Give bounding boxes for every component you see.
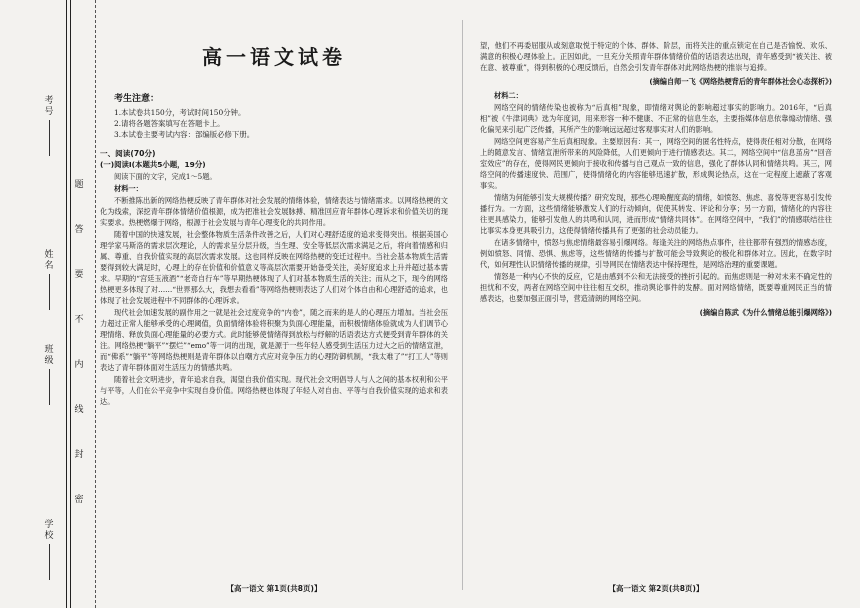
- paragraph: 随着社会文明进步，青年追求自我，渴望自我价值实现。现代社会文明倡导人与人之间的基本权利和公平与平等，人们在公平竞争中实现自身价值。网络热梗也体现了年轻人对自由、平等与自我价值实现的追求和表达。: [100, 375, 448, 406]
- school-field: [42, 520, 56, 580]
- paragraph: 网络空间更容易产生后真相现象。主要原因有：其一，网络空间的匿名性特点，使得责任相对分散，在网络上的随意发言、情绪宣泄所带来的风险降低，人们更倾向于进行情感表达。其二，网络空间中“信息茧房”“回音室效应”的存在，使得网民更倾向于接收和传播与自己观点一致的信息，强化了群体认同和情绪共鸣。其三，网络空间的传播速度快、范围广，使得情绪化的内容能够迅速扩散，形成舆论热点，这在一定程度上遮蔽了客观事实。: [480, 137, 832, 190]
- paragraph: 不断推陈出新的网络热梗反映了青年群体对社会发展的情绪体验，情绪表达与情绪需求。以网络热梗的文化为线索，深挖青年群体情绪价值根源，成为把准社会发展脉搏、精准回应青年群体心理诉求和价值关切的现实要求。热梗燃爆于网络，根源于社会发展与青年心理变化的共同作用。: [100, 196, 448, 227]
- paragraph: 在诸多情绪中，愤怒与焦虑情绪最容易引爆网络。每逢关注的网络热点事件，往往都带有强烈的情感态度，例如愤怒、同情、恐惧、焦虑等，这些情绪的传播与扩散可能会导致舆论的极化和群体对立。因此，在数字时代，如何理性认识情绪传播的规律，引导网民在情绪表达中保持理性，是网络治理的重要课题。: [480, 238, 832, 269]
- page-1: [100, 0, 448, 608]
- notice-item: 3.本试卷主要考试内容：部编版必修下册。: [114, 130, 255, 139]
- instruction: 阅读下面的文字，完成1～5题。: [114, 172, 217, 181]
- material-label: 材料二：: [494, 91, 523, 100]
- page-footer: 【高一语文 第1页(共8页)】: [226, 584, 322, 593]
- notice-item: 1.本试卷共150分，考试时间150分钟。: [114, 108, 246, 117]
- paragraph: 随着中国的快速发展，社会整体物质生活条件改善之后，人们对心理舒适度的追求变得突出。根据美国心理学家马斯洛的需求层次理论，人的需求呈分层升级，当生理、安全等低层次需求满足之后，将向着情感和归属、尊重、自我价值实现的高层次需求发展。这也同样反映在网络热梗的变迁过程中。当社会基本物质生活需要得到较大满足时，心理上的存在价值和价值意义等高层次需要开始备受关注，美好度追求上升并超过基本需求。早期的“宫廷玉液酒”“老奇自行车”等早期热梗体现了人们对基本物质生活的关注；而从之下，现今的网络热梗更多体现了对……“世界那么大，我想去看看”等网络热梗则表达了人们对个体自由和心理舒适的追求，也体现了社会发展进程中不同群体的心理诉求。: [100, 230, 448, 305]
- notice-item: 2.请将各题答案填写在答题卡上。: [114, 119, 225, 128]
- subsection-heading: (一)阅读Ⅰ(本题共5小题，19分): [100, 160, 206, 169]
- paragraph: 网络空间的情绪传染也被称为“后真相”现象，即情绪对舆论的影响超过事实的影响力。2016年，“后真相”被《牛津词典》选为年度词，用来形容一种不健康、不正常的信息生态，主要指媒体信息依靠煽动情绪、强化偏见来引起广泛传播，其所产生的影响远远超过客观事实对人们的影响。: [480, 103, 832, 134]
- exam-number-label: 考号: [44, 96, 54, 117]
- page-footer: 【高一语文 第2页(共8页)】: [608, 584, 704, 593]
- paragraph: 现代社会加速发展的副作用之一就是社会过度竞争的“内卷”，随之而来的是人的心理压力增加。当社会压力超过正常人能够承受的心理阈值，负面情绪体验将积聚为负面心理能量，而积极情绪体验就成为人们调节心理情绪、释放负面心理能量的必要方式。此时能够使情绪得到放松与纾解的话语表达方式便受到青年群体的关注。网络热梗“躺平”“摆烂”“emo”等一词的出现，就是源于一些年轻人感受到生活压力过大之后的情绪宣泄，而“佛系”“躺平”等网络热梗则是青年群体以自嘲方式应对竞争压力的心理防御机制，“我太难了”“打工人”等则表达了青年群体面对生活压力的情感共鸣。: [100, 308, 448, 372]
- column-divider: [462, 20, 463, 590]
- binding-line-inner: [70, 0, 71, 608]
- class-label: 班级: [44, 345, 54, 366]
- exam-number-field: [42, 96, 56, 156]
- source-citation: (摘编自师一飞《网络热梗背后的青年群体社会心态探析》): [649, 77, 832, 86]
- page-2: [480, 0, 832, 608]
- class-field: [42, 345, 56, 405]
- notice-heading: 考生注意：: [114, 94, 160, 104]
- binding-margin: [0, 0, 96, 608]
- paragraph: 情怒是一种内心不快的反应，它是由感到不公和无法接受的挫折引起的。而焦虑则是一种对未来不确定性的担忧和不安，两者在网络空间中往往相互交织，推动舆论事件的发酵。面对网络情绪，既要尊重网民正当的情感表达，也要加强正面引导，营造清朗的网络空间。: [480, 272, 832, 303]
- paragraph: 望，他们不再委屈服从或刻意取悦于特定的个体、群体、阶层，而将关注的重点锁定在自己是否愉悦、欢乐、满意的积极心理体验上。正因如此，一旦充分关照青年群体情绪价值的话语表达出现，青年感受到“被关注、被在意、被尊重”，得到积极的心理反馈后，自然会引发青年群体对此网络热梗的推崇与追捧。: [480, 41, 832, 72]
- notice-box: [100, 94, 448, 140]
- name-label: 姓名: [44, 250, 54, 271]
- paragraph: 情绪为何能够引发大规模传播？研究发现，那些心理唤醒度高的情绪，如愤怒、焦虑、喜悦等更容易引发传播行为。一方面，这些情绪能够激发人们的行动倾向，促使其转发、评论和分享；另一方面，情绪化的内容往往更具感染力，能够引发他人的共鸣和认同，进而形成“情绪共同体”。在网络空间中，“我们”的情感联结往往比事实本身更具吸引力，这使得情绪传播具有了更强的社会动员能力。: [480, 193, 832, 235]
- binding-line: [66, 0, 67, 608]
- material-label: 材料一：: [114, 184, 143, 193]
- school-label: 学校: [44, 520, 54, 541]
- name-field: [42, 250, 56, 310]
- source-citation: (摘编自陈武《为什么情绪总能引爆网络》): [699, 308, 832, 317]
- seal-line-text: 题 答 要 不 内 线 封 密: [74, 180, 84, 505]
- section-heading: 一、阅读(70分): [100, 149, 156, 158]
- exam-title: 高一语文试卷: [202, 45, 346, 69]
